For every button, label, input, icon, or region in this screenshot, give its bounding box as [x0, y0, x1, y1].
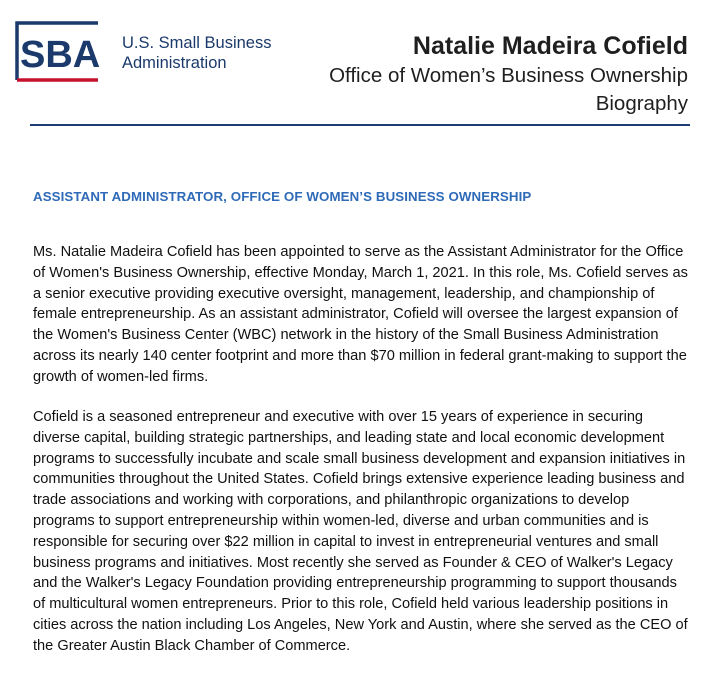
header-divider: [30, 124, 690, 126]
agency-name-line2: Administration: [122, 54, 227, 72]
sba-logo-mark: [14, 20, 110, 92]
section-heading: ASSISTANT ADMINISTRATOR, OFFICE OF WOMEN’S BUSINESS OWNERSHIP: [33, 189, 532, 204]
sba-logo-letters: SBA: [20, 34, 101, 76]
agency-name: [122, 33, 271, 73]
document-type: Biography: [595, 92, 688, 115]
agency-name-line1: U.S. Small Business: [122, 34, 272, 52]
sba-logo: [14, 20, 271, 92]
office-name: Office of Women’s Business Ownership: [329, 64, 688, 87]
biography-paragraph-1: Ms. Natalie Madeira Cofield has been appointed to serve as the Assistant Administrator for the Office of Women's Business Ownership, effective Monday, March 1, 2021. In this role, Ms. Cofield serves as a senior executive providing executive oversight, management, leadership, and championship of female entrepreneurship. As an assistant administrator, Cofield will oversee the largest expansion of the Women's Business Center (WBC) network in the history of the Small Business Administration across its nearly 140 center footprint and more than $70 million in federal grant-making to support the growth of women-led firms.: [33, 244, 688, 385]
document-title-block: [329, 30, 688, 118]
person-name: Natalie Madeira Cofield: [412, 32, 688, 60]
sba-logo-icon: [14, 20, 110, 92]
biography-paragraph-2: Cofield is a seasoned entrepreneur and executive with over 15 years of experience in securing diverse capital, building strategic partnerships, and leading state and local economic development programs to successfully incubate and scale small business development and expansion initiatives in communities throughout the United States. Cofield brings extensive experience leading business and trade associations and working with corporations, and philanthropic organizations to develop programs to support entrepreneurship within women-led, diverse and urban communities and is responsible for securing over $22 million in capital to invest in entrepreneurial ventures and small business programs and initiatives. Most recently she served as Founder & CEO of Walker's Legacy and the Walker's Legacy Foundation providing entrepreneurship programming to support thousands of multicultural women entrepreneurs. Prior to this role, Cofield held various leadership positions in cities across the nation including Los Angeles, New York and Austin, where she served as the CEO of the Greater Austin Black Chamber of Commerce.: [33, 409, 688, 654]
